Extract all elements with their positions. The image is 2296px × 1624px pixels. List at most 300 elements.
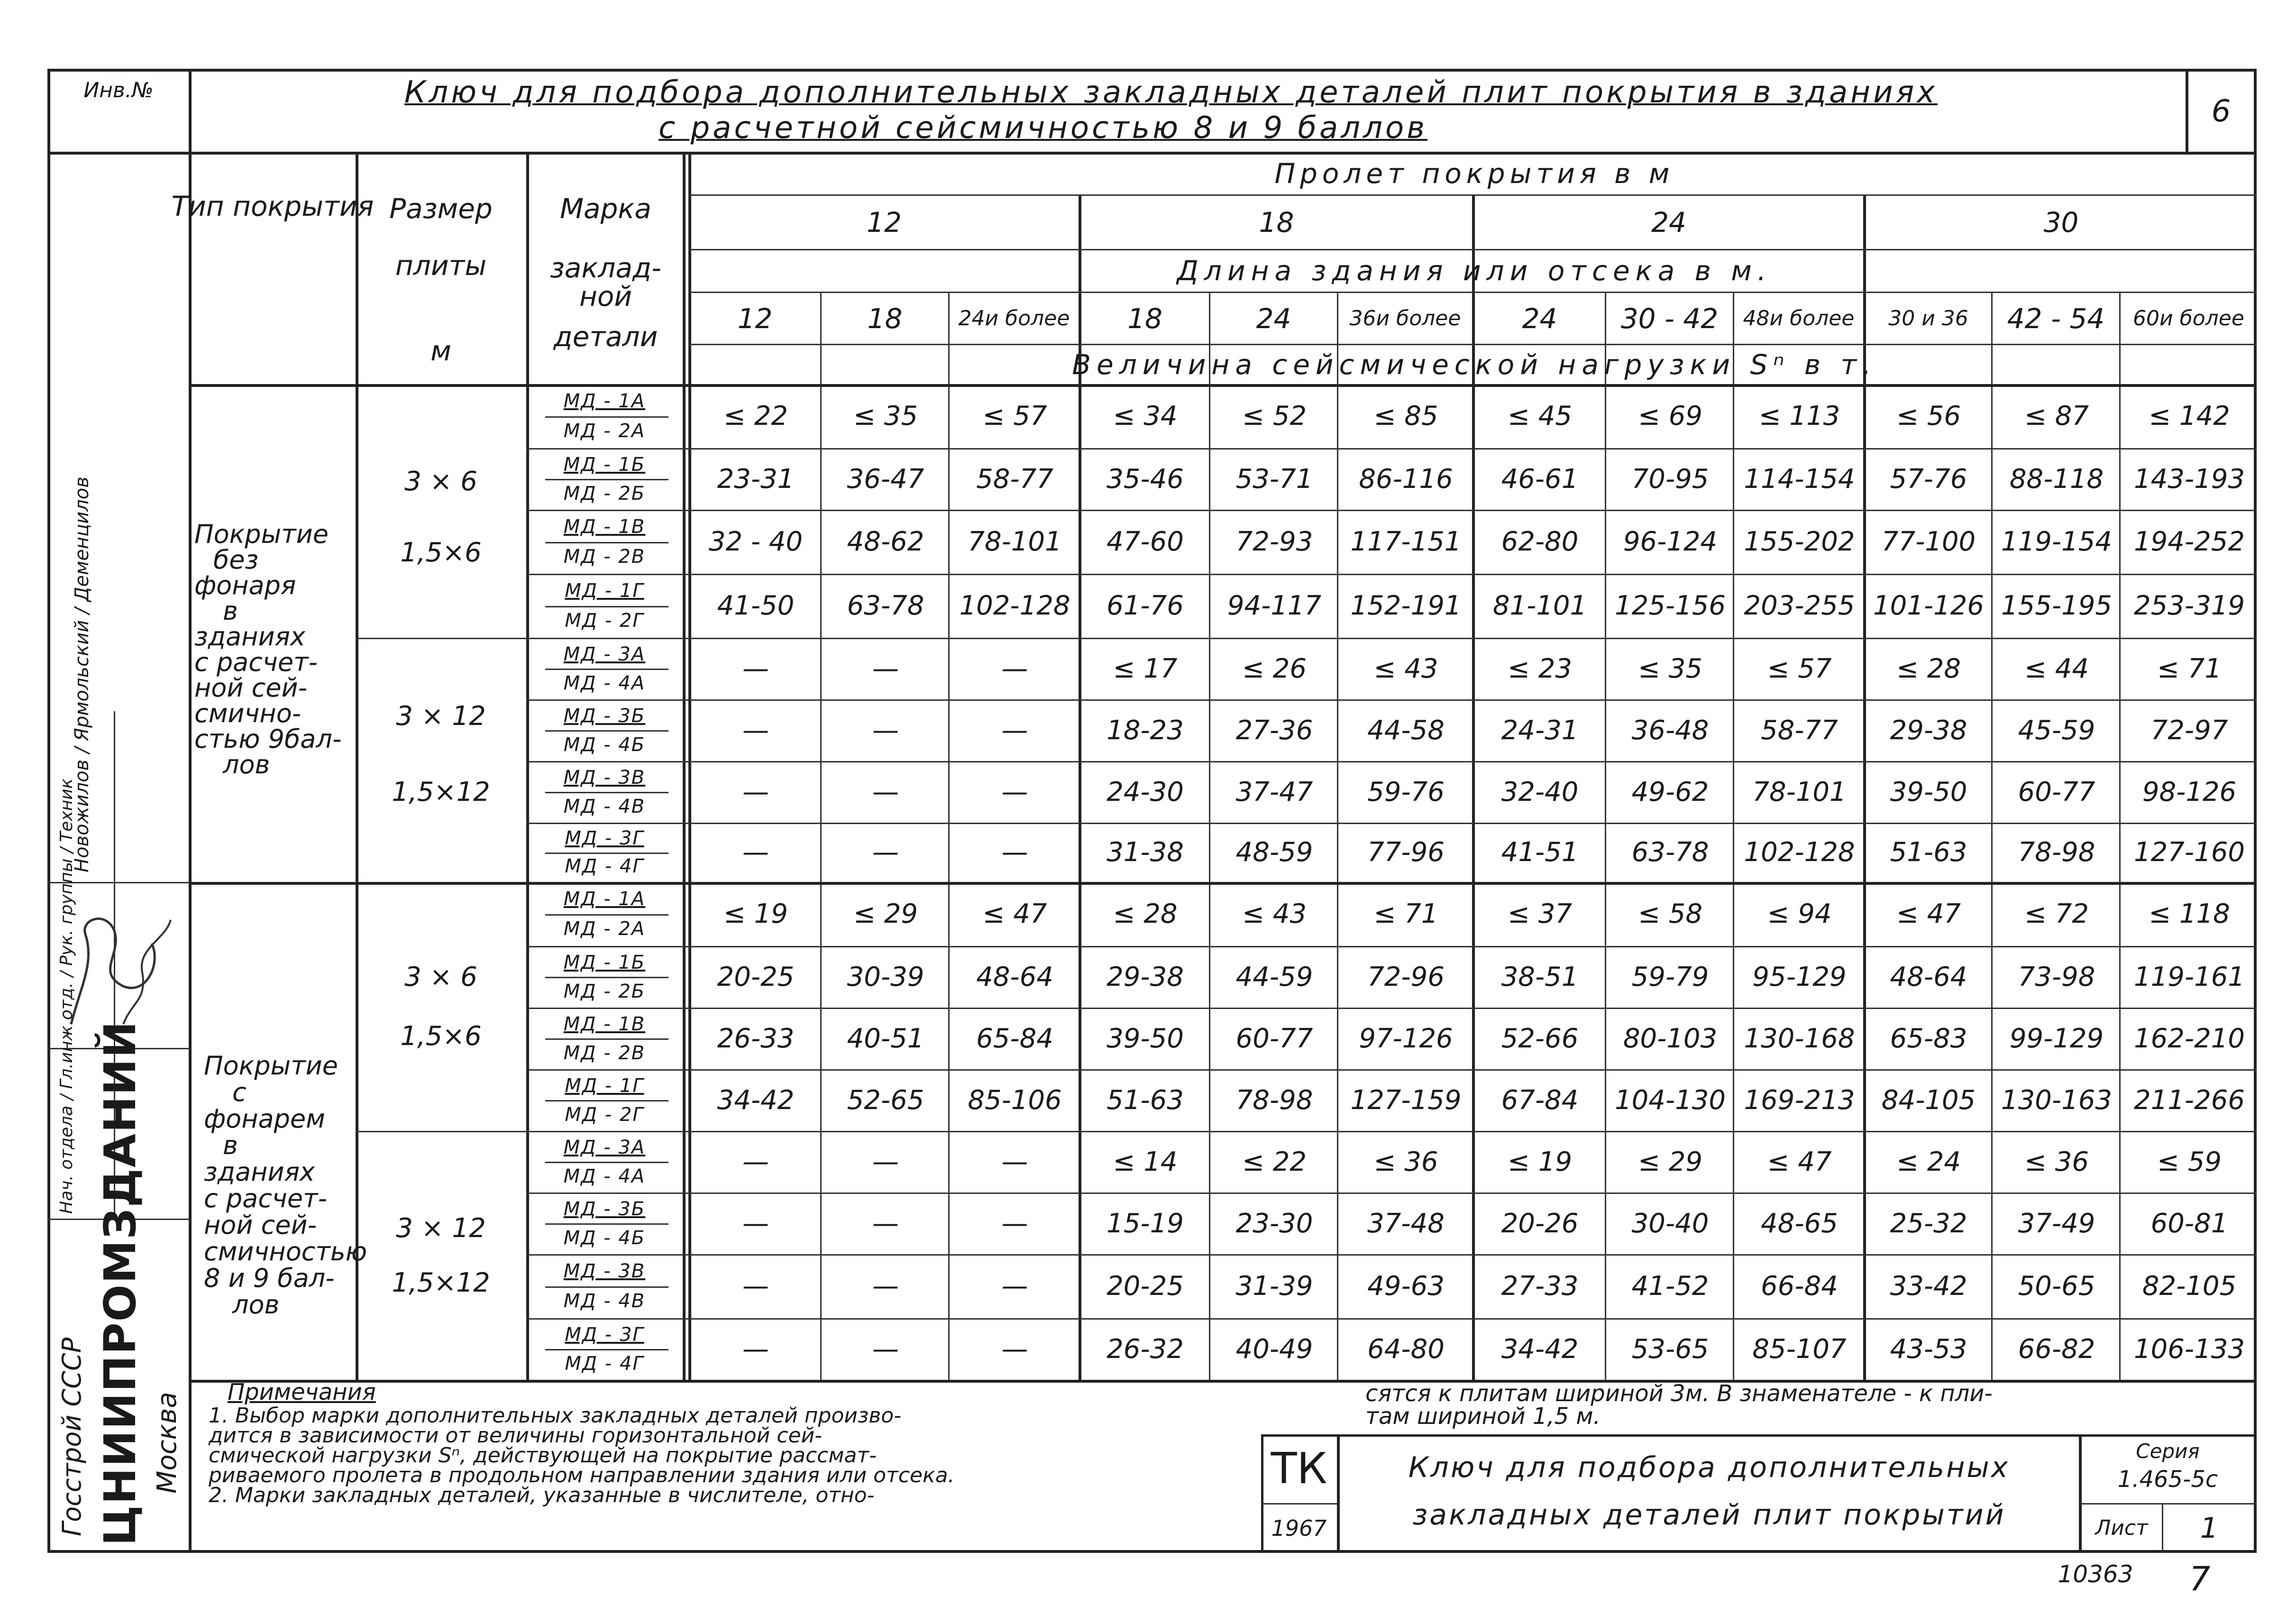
type-line: 8 и 9 бал- [204, 1263, 335, 1293]
load-cell: 24-30 [1107, 776, 1184, 807]
load-cell: 80-103 [1623, 1023, 1718, 1054]
mark-numerator: МД - 1В [563, 1013, 646, 1035]
length-11: 60и более [2133, 306, 2244, 330]
load-cell: ≤ 37 [1508, 899, 1572, 929]
type-line: фонаря [194, 570, 296, 600]
load-cell: ≤ 56 [1896, 401, 1961, 431]
load-cell: — [742, 776, 769, 807]
length-8: 48и более [1743, 306, 1855, 330]
col-line [948, 292, 950, 1380]
load-cell: 49-63 [1367, 1271, 1445, 1302]
load-cell: ≤ 23 [1508, 653, 1572, 684]
load-cell: 27-36 [1235, 715, 1313, 746]
mark-numerator: МД - 1Г [565, 579, 644, 602]
load-cell: 53-65 [1631, 1333, 1709, 1365]
mark-denominator: МД - 4Б [563, 734, 646, 756]
load-cell: 48-62 [847, 526, 924, 557]
type-line: в [223, 1130, 238, 1160]
load-cell: 51-63 [1890, 837, 1967, 868]
side-roles: Нач. отдела / Гл.инж.отд. / Рук. группы / Техник [57, 778, 76, 1214]
load-cell: 67-84 [1501, 1084, 1579, 1116]
mark-numerator: МД - 1В [563, 515, 646, 538]
load-cell: — [872, 776, 899, 807]
load-cell: 37-48 [1367, 1208, 1445, 1239]
mark-numerator: МД - 1А [563, 888, 646, 910]
span-18: 18 [1259, 206, 1294, 239]
length-1: 18 [867, 302, 903, 335]
load-cell: 27-33 [1501, 1271, 1579, 1302]
load-cell: 44-58 [1367, 715, 1445, 746]
load-cell: 99-129 [2009, 1023, 2104, 1054]
type-line: ной сей- [194, 673, 308, 703]
load-cell: 29-38 [1890, 715, 1967, 746]
load-cell: 155-202 [1744, 526, 1855, 557]
load-cell: 104-130 [1615, 1084, 1726, 1116]
load-cell: 78-101 [1752, 776, 1847, 807]
load-cell: — [1001, 1146, 1028, 1177]
load-cell: 23-31 [717, 463, 795, 495]
size-1.5x12: 1,5×12 [392, 1267, 490, 1298]
notes-heading: Примечания [228, 1379, 376, 1405]
title-block-line [2162, 1503, 2163, 1553]
load-cell: ≤ 57 [982, 401, 1047, 431]
title-block-line [1337, 1434, 1340, 1553]
load-cell: 78-98 [2018, 837, 2095, 868]
size-3x12: 3 × 12 [396, 700, 486, 732]
load-cell: ≤ 113 [1758, 401, 1840, 431]
col-mark-header: заклад- [549, 252, 662, 284]
col-mark-header: Марка [560, 193, 651, 225]
mark-numerator: МД - 3Б [563, 705, 646, 727]
load-cell: ≤ 57 [1767, 653, 1832, 684]
load-cell: 52-65 [847, 1084, 924, 1116]
load-cell: — [742, 715, 769, 746]
length-2: 24и более [958, 306, 1070, 330]
type-line: зданиях [194, 622, 305, 651]
load-cell: 18-23 [1107, 715, 1184, 746]
load-cell: ≤ 22 [723, 401, 788, 431]
size-3x6: 3 × 6 [404, 466, 477, 497]
load-cell: ≤ 71 [1373, 899, 1438, 929]
mark-numerator: МД - 3Б [563, 1198, 646, 1220]
load-cell: 78-101 [968, 526, 1062, 557]
type-line: зданиях [204, 1157, 315, 1187]
load-cell: 59-76 [1367, 776, 1445, 807]
type-line: с расчет- [194, 647, 318, 677]
title-block-line [1261, 1503, 1337, 1505]
load-cell: ≤ 118 [2149, 899, 2230, 929]
length-10: 42 - 54 [2007, 302, 2105, 335]
type-line: смичностью [204, 1237, 367, 1266]
load-cell: ≤ 44 [2024, 653, 2089, 684]
load-cell: 59-79 [1631, 961, 1709, 992]
load-cell: — [872, 1333, 899, 1365]
load-cell: 23-30 [1235, 1208, 1313, 1239]
col-mark-header: детали [553, 321, 658, 353]
load-cell: 41-52 [1631, 1271, 1709, 1302]
load-cell: 53-71 [1235, 463, 1313, 495]
col-size-header: Размер [389, 193, 493, 225]
org-name: ЦНИИПРОМЗДАНИЙ [95, 1020, 146, 1546]
load-cell: 130-168 [1744, 1023, 1855, 1054]
load-cell: ≤ 59 [2157, 1146, 2222, 1177]
col-type-header: Тип покрытия [171, 190, 374, 222]
length-6: 24 [1522, 302, 1557, 335]
load-cell: 85-107 [1752, 1333, 1847, 1365]
load-cell: 58-77 [976, 463, 1053, 495]
load-cell: 72-97 [2150, 715, 2228, 746]
group2-type [204, 1051, 367, 1320]
group1-type [194, 519, 356, 780]
row-line [688, 194, 2257, 196]
load-cell: 143-193 [2134, 463, 2245, 495]
load-cell: — [742, 1208, 769, 1239]
load-cell: ≤ 43 [1242, 899, 1307, 929]
notes-body [209, 1406, 955, 1505]
load-cell: 97-126 [1359, 1023, 1453, 1054]
mark-numerator: МД - 1Б [563, 951, 646, 973]
load-cell: — [1001, 776, 1028, 807]
load-cell: 20-25 [717, 961, 795, 992]
load-cell: 29-38 [1107, 961, 1184, 992]
load-cell: ≤ 36 [2024, 1146, 2089, 1177]
stamp-title-line2: закладных деталей плит покрытий [1412, 1498, 2006, 1532]
load-cell: 15-19 [1107, 1208, 1184, 1239]
size-1.5x6: 1,5×6 [400, 537, 482, 568]
type-line: лов [232, 1290, 280, 1320]
load-cell: 81-101 [1492, 590, 1587, 621]
load-cell: 84-105 [1881, 1084, 1976, 1116]
col-line [2119, 292, 2121, 1380]
load-cell: 60-77 [1235, 1023, 1313, 1054]
load-cell: ≤ 69 [1638, 401, 1702, 431]
load-cell: — [872, 837, 899, 868]
load-cell: 77-96 [1367, 837, 1445, 868]
load-cell: 85-106 [968, 1084, 1062, 1116]
load-cell: ≤ 45 [1508, 401, 1572, 431]
load-cell: — [1001, 1208, 1028, 1239]
load-cell: 102-128 [959, 590, 1070, 621]
mark-numerator: МД - 3В [563, 1260, 646, 1282]
load-cell: ≤ 34 [1113, 401, 1178, 431]
load-cell: ≤ 94 [1767, 899, 1832, 929]
sheet-number: 6 [2211, 94, 2231, 129]
load-cell: 102-128 [1744, 837, 1855, 868]
load-cell: 86-116 [1359, 463, 1453, 495]
mark-numerator: МД - 3А [563, 1136, 646, 1158]
load-cell: 155-195 [2001, 590, 2112, 621]
sheet-value: 1 [2200, 1511, 2219, 1545]
notes-continuation [1365, 1382, 1993, 1428]
page-title-line1: Ключ для подбора дополнительных закладных деталей плит покрытия в зданиях [404, 75, 1938, 110]
load-cell: 77-100 [1881, 526, 1976, 557]
load-cell: 32 - 40 [708, 526, 803, 557]
load-cell: 39-50 [1890, 776, 1967, 807]
length-3: 18 [1127, 302, 1162, 335]
load-cell: 25-32 [1890, 1208, 1967, 1239]
series-label: Серия [2136, 1439, 2200, 1463]
load-cell: 48-59 [1235, 837, 1313, 868]
col-size-header: плиты [395, 249, 487, 282]
mark-numerator: МД - 1А [563, 390, 646, 412]
load-cell: — [1001, 1271, 1028, 1302]
load-cell: ≤ 14 [1113, 1146, 1178, 1177]
load-cell: ≤ 22 [1242, 1146, 1307, 1177]
load-cell: 127-160 [2134, 837, 2245, 868]
load-cell: ≤ 43 [1373, 653, 1438, 684]
note-line: там шириной 1,5 м. [1365, 1403, 1601, 1430]
load-cell: 211-266 [2134, 1084, 2245, 1116]
load-cell: 61-76 [1107, 590, 1184, 621]
load-cell: 127-159 [1350, 1084, 1462, 1116]
load-cell: 65-84 [976, 1023, 1053, 1054]
col-line [1209, 292, 1210, 1380]
size-3x6: 3 × 6 [404, 961, 477, 992]
load-cell: 72-96 [1367, 961, 1445, 992]
col-line [683, 152, 686, 1380]
load-cell: 78-98 [1235, 1084, 1313, 1116]
load-cell: ≤ 52 [1242, 401, 1307, 431]
load-cell: 20-26 [1501, 1208, 1579, 1239]
mark-denominator: МД - 4В [563, 795, 646, 817]
load-cell: — [872, 1271, 899, 1302]
load-cell: 31-38 [1107, 837, 1184, 868]
load-cell: 34-42 [717, 1084, 795, 1116]
load-cell: — [742, 1271, 769, 1302]
load-cell: ≤ 47 [982, 899, 1047, 929]
load-cell: ≤ 71 [2157, 653, 2222, 684]
load-cell: 44-59 [1235, 961, 1313, 992]
load-cell: 41-50 [717, 590, 795, 621]
col-line [820, 292, 822, 1380]
load-cell: 24-31 [1501, 715, 1579, 746]
load-cell: 253-319 [2134, 590, 2245, 621]
size-1.5x6: 1,5×6 [400, 1020, 482, 1052]
load-cell: 43-53 [1890, 1333, 1967, 1365]
load-cell: ≤ 35 [853, 401, 918, 431]
col-line [1605, 292, 1606, 1380]
load-cell: ≤ 29 [1638, 1146, 1702, 1177]
load-cell: 35-46 [1107, 463, 1184, 495]
mark-denominator: МД - 4А [563, 672, 646, 694]
load-cell: 73-98 [2018, 961, 2095, 992]
load-cell: — [1001, 837, 1028, 868]
mark-denominator: МД - 4Б [563, 1227, 646, 1249]
type-line: в [223, 596, 238, 626]
load-cell: 46-61 [1501, 463, 1579, 495]
load-cell: 95-129 [1752, 961, 1847, 992]
load-cell: 49-62 [1631, 776, 1709, 807]
load-cell: 36-47 [847, 463, 924, 495]
load-cell: 51-63 [1107, 1084, 1184, 1116]
mark-numerator: МД - 3Г [565, 1323, 644, 1346]
type-line: лов [223, 750, 270, 780]
note-line: дится в зависимости от величины горизонтальной сей- [209, 1423, 823, 1448]
title-block-line [2079, 1503, 2257, 1505]
load-cell: 38-51 [1501, 961, 1579, 992]
type-line: с [232, 1077, 247, 1107]
gosstroy-label: Госстрой СССР [57, 1337, 87, 1536]
mark-denominator: МД - 2В [563, 546, 646, 568]
mark-denominator: МД - 2Г [565, 610, 644, 632]
mark-numerator: МД - 3В [563, 766, 646, 789]
load-cell: 62-80 [1501, 526, 1579, 557]
mark-denominator: МД - 2В [563, 1042, 646, 1064]
load-cell: ≤ 28 [1896, 653, 1961, 684]
load-cell: 130-163 [2001, 1084, 2112, 1116]
load-cell: 66-82 [2018, 1333, 2095, 1365]
load-cell: 20-25 [1107, 1271, 1184, 1302]
load-cell: 106-133 [2134, 1333, 2245, 1365]
type-line: Покрытие [204, 1051, 338, 1081]
load-cell: 37-47 [1235, 776, 1313, 807]
load-cell: — [742, 1333, 769, 1365]
mark-denominator: МД - 2Б [563, 980, 646, 1002]
length-header: Длина здания или отсека в м. [1177, 255, 1772, 287]
mark-denominator: МД - 4А [563, 1165, 646, 1187]
city-label: Москва [152, 1392, 183, 1494]
load-cell: 48-64 [1890, 961, 1967, 992]
series-value: 1.465-5с [2117, 1466, 2218, 1493]
side-names: Новожилов / Ярмольский / Деменцилов [71, 477, 93, 872]
load-cell: 48-65 [1761, 1208, 1838, 1239]
note-line: сятся к плитам шириной 3м. В знаменателе - к пли- [1365, 1380, 1993, 1407]
mark-denominator: МД - 2Б [563, 482, 646, 505]
load-cell: 37-49 [2018, 1208, 2095, 1239]
load-cell: 152-191 [1350, 590, 1462, 621]
load-cell: — [742, 1146, 769, 1177]
load-cell: 66-84 [1761, 1271, 1838, 1302]
load-cell: ≤ 47 [1896, 899, 1961, 929]
length-4: 24 [1256, 302, 1291, 335]
load-cell: ≤ 87 [2024, 401, 2089, 431]
load-cell: 32-40 [1501, 776, 1579, 807]
load-cell: 101-126 [1873, 590, 1984, 621]
load-cell: — [742, 653, 769, 684]
mark-denominator: МД - 2А [563, 918, 646, 940]
col-line [1337, 292, 1338, 1380]
load-cell: 39-50 [1107, 1023, 1184, 1054]
mark-denominator: МД - 4Г [565, 1352, 644, 1375]
load-cell: 50-65 [2018, 1271, 2095, 1302]
stamp-year: 1967 [1271, 1515, 1327, 1541]
load-header: Величина сейсмической нагрузки Sⁿ в т. [1072, 348, 1877, 381]
note-line: 2. Марки закладных деталей, указанные в числителе, отно- [209, 1483, 875, 1507]
type-line: Покрытие [194, 519, 329, 549]
tk-mark: ТК [1271, 1444, 1327, 1494]
left-binding-line [189, 69, 192, 1553]
load-cell: ≤ 19 [723, 899, 788, 929]
load-cell: ≤ 29 [853, 899, 918, 929]
size-1.5x12: 1,5×12 [392, 776, 490, 807]
mark-denominator: МД - 2А [563, 420, 646, 442]
load-cell: — [872, 715, 899, 746]
type-line: фонарем [204, 1104, 325, 1134]
mark-numerator: МД - 1Г [565, 1074, 644, 1097]
load-cell: ≤ 36 [1373, 1146, 1438, 1177]
load-cell: — [872, 653, 899, 684]
load-cell: 26-32 [1107, 1333, 1184, 1365]
load-cell: 45-59 [2018, 715, 2095, 746]
load-cell: 119-154 [2001, 526, 2112, 557]
load-cell: 33-42 [1890, 1271, 1967, 1302]
load-cell: 96-124 [1623, 526, 1718, 557]
load-cell: 60-81 [2150, 1208, 2228, 1239]
load-cell: 64-80 [1367, 1333, 1445, 1365]
note-line: риваемого пролета в продольном направлении здания или отсека. [209, 1463, 955, 1487]
load-cell: 48-64 [976, 961, 1053, 992]
type-line: ной сей- [204, 1210, 317, 1240]
note-line: 1. Выбор марки дополнительных закладных деталей произво- [209, 1404, 902, 1428]
load-cell: 60-77 [2018, 776, 2095, 807]
load-cell: 47-60 [1107, 526, 1184, 557]
col-size-header: м [430, 335, 451, 367]
load-cell: — [872, 1146, 899, 1177]
type-line: смично- [194, 698, 302, 728]
load-cell: ≤ 19 [1508, 1146, 1572, 1177]
load-cell: 57-76 [1890, 463, 1967, 495]
page-title-line2: с расчетной сейсмичностью 8 и 9 баллов [659, 110, 1427, 146]
length-0: 12 [737, 302, 773, 335]
load-cell: 40-51 [847, 1023, 924, 1054]
col-mark-header: ной [579, 280, 632, 312]
load-cell: — [872, 1208, 899, 1239]
load-cell: 31-39 [1235, 1271, 1313, 1302]
span-header: Пролет покрытия в м [1274, 157, 1674, 190]
load-cell: 162-210 [2134, 1023, 2245, 1054]
length-9: 30 и 36 [1888, 306, 1968, 330]
load-cell: 98-126 [2142, 776, 2237, 807]
mark-denominator: МД - 4Г [565, 855, 644, 877]
load-cell: ≤ 58 [1638, 899, 1702, 929]
load-cell: ≤ 35 [1638, 653, 1702, 684]
load-cell: 169-213 [1744, 1084, 1855, 1116]
load-cell: 63-78 [1631, 837, 1709, 868]
load-cell: 203-255 [1744, 590, 1855, 621]
stamp-title-line1: Ключ для подбора дополнительных [1408, 1451, 2010, 1484]
load-cell: ≤ 24 [1896, 1146, 1961, 1177]
load-cell: 65-83 [1890, 1023, 1967, 1054]
load-cell: 34-42 [1501, 1333, 1579, 1365]
load-cell: ≤ 28 [1113, 899, 1178, 929]
load-cell: 82-105 [2142, 1271, 2237, 1302]
load-cell: ≤ 47 [1767, 1146, 1832, 1177]
span-30: 30 [2043, 206, 2079, 239]
mark-denominator: МД - 2Г [565, 1103, 644, 1126]
span-24: 24 [1651, 206, 1686, 239]
load-cell: 88-118 [2009, 463, 2104, 495]
length-5: 36и более [1349, 306, 1461, 330]
type-line: с расчет- [204, 1184, 327, 1213]
load-cell: 36-48 [1631, 715, 1709, 746]
footer-page: 7 [2189, 1560, 2211, 1598]
load-cell: 52-66 [1501, 1023, 1579, 1054]
load-cell: — [742, 837, 769, 868]
note-line: смической нагрузки Sⁿ, действующей на покрытие рассмат- [209, 1443, 877, 1468]
load-cell: 58-77 [1761, 715, 1838, 746]
load-cell: 114-154 [1744, 463, 1855, 495]
load-cell: 72-93 [1235, 526, 1313, 557]
row-line [688, 292, 2257, 293]
length-7: 30 - 42 [1620, 302, 1719, 335]
load-cell: — [1001, 715, 1028, 746]
load-cell: ≤ 17 [1113, 653, 1178, 684]
load-cell: ≤ 72 [2024, 899, 2089, 929]
mark-numerator: МД - 1Б [563, 453, 646, 476]
mark-numerator: МД - 3А [563, 643, 646, 665]
col-line [1991, 292, 1993, 1380]
load-cell: 30-40 [1631, 1208, 1709, 1239]
